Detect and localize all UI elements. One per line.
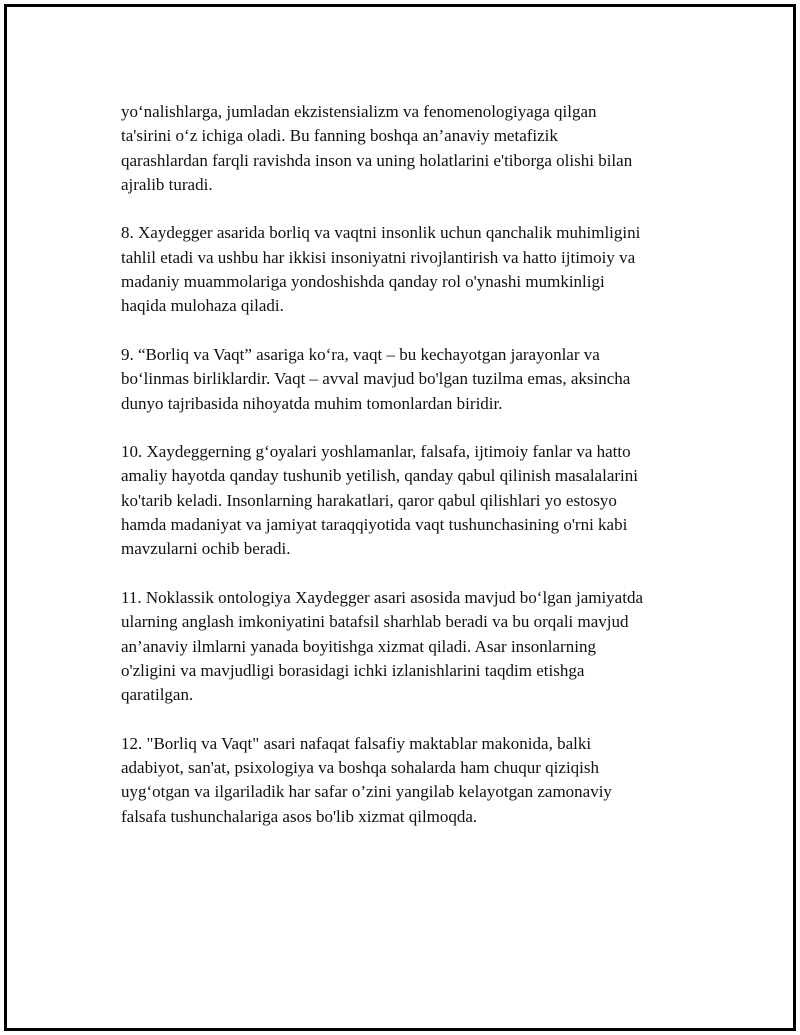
paragraph-8: 8. Xaydegger asarida borliq va vaqtni insonlik uchun qanchalik muhimligini tahlil etadi va ushbu har ikkisi insoniyatni rivojlantirish va hatto ijtimoiy va madaniy muammolariga yondoshishda qanday rol o'ynashi mumkinligi haqida mulohaza qiladi. xyxy=(121,223,641,316)
paragraph-12: 12. "Borliq va Vaqt" asari nafaqat falsafiy maktablar makonida, balki adabiyot, san'at, psixologiya va boshqa sohalarda ham chuqur qiziqish uyg‘otgan va ilgariladik har safar o’zini yangilab kelayotgan zamonaviy falsafa tushunchalariga asos bo'lib xizmat qilmoqda. xyxy=(121,733,612,826)
paragraph-intro-continuation: yo‘nalishlarga, jumladan ekzistensializm va fenomenologiyaga qilgan ta'sirini o‘z ichiga oladi. Bu fanning boshqa an’anaviy metafizik qarashlardan farqli ravishda inson va uning holatlarini e'tiborga olishi bilan ajralib turadi. xyxy=(121,102,633,194)
paragraph-11: 11. Noklassik ontologiya Xaydegger asari asosida mavjud bo‘lgan jamiyatda ularning anglash imkoniyatini batafsil sharhlab beradi va bu orqali mavjud an’anaviy ilmlarni yanada boyitishga xizmat qiladi. Asar insonlarning o'zligini va mavjudligi borasidagi ichki izlanishlarini taqdim etishga qaratilgan. xyxy=(121,587,643,705)
page-frame xyxy=(4,4,796,1031)
paragraph-10: 10. Xaydeggerning g‘oyalari yoshlamanlar, falsafa, ijtimoiy fanlar va hatto amaliy hayotda qanday tushunib yetilish, qanday qabul qilinish masalalarini ko'tarib keladi. Insonlarning harakatlari, qaror qabul qilishlari yo estosyo hamda madaniyat va jamiyat taraqqiyotida vaqt tushunchasining o'rni kabi mavzularni ochib beradi. xyxy=(121,442,638,559)
paragraph-9: 9. “Borliq va Vaqt” asariga ko‘ra, vaqt – bu kechayotgan jarayonlar va bo‘linmas birliklardir. Vaqt – avval mavjud bo'lgan tuzilma emas, aksincha dunyo tajribasida nihoyatda muhim tomonlardan biridir. xyxy=(121,344,631,413)
document-body xyxy=(121,100,711,853)
